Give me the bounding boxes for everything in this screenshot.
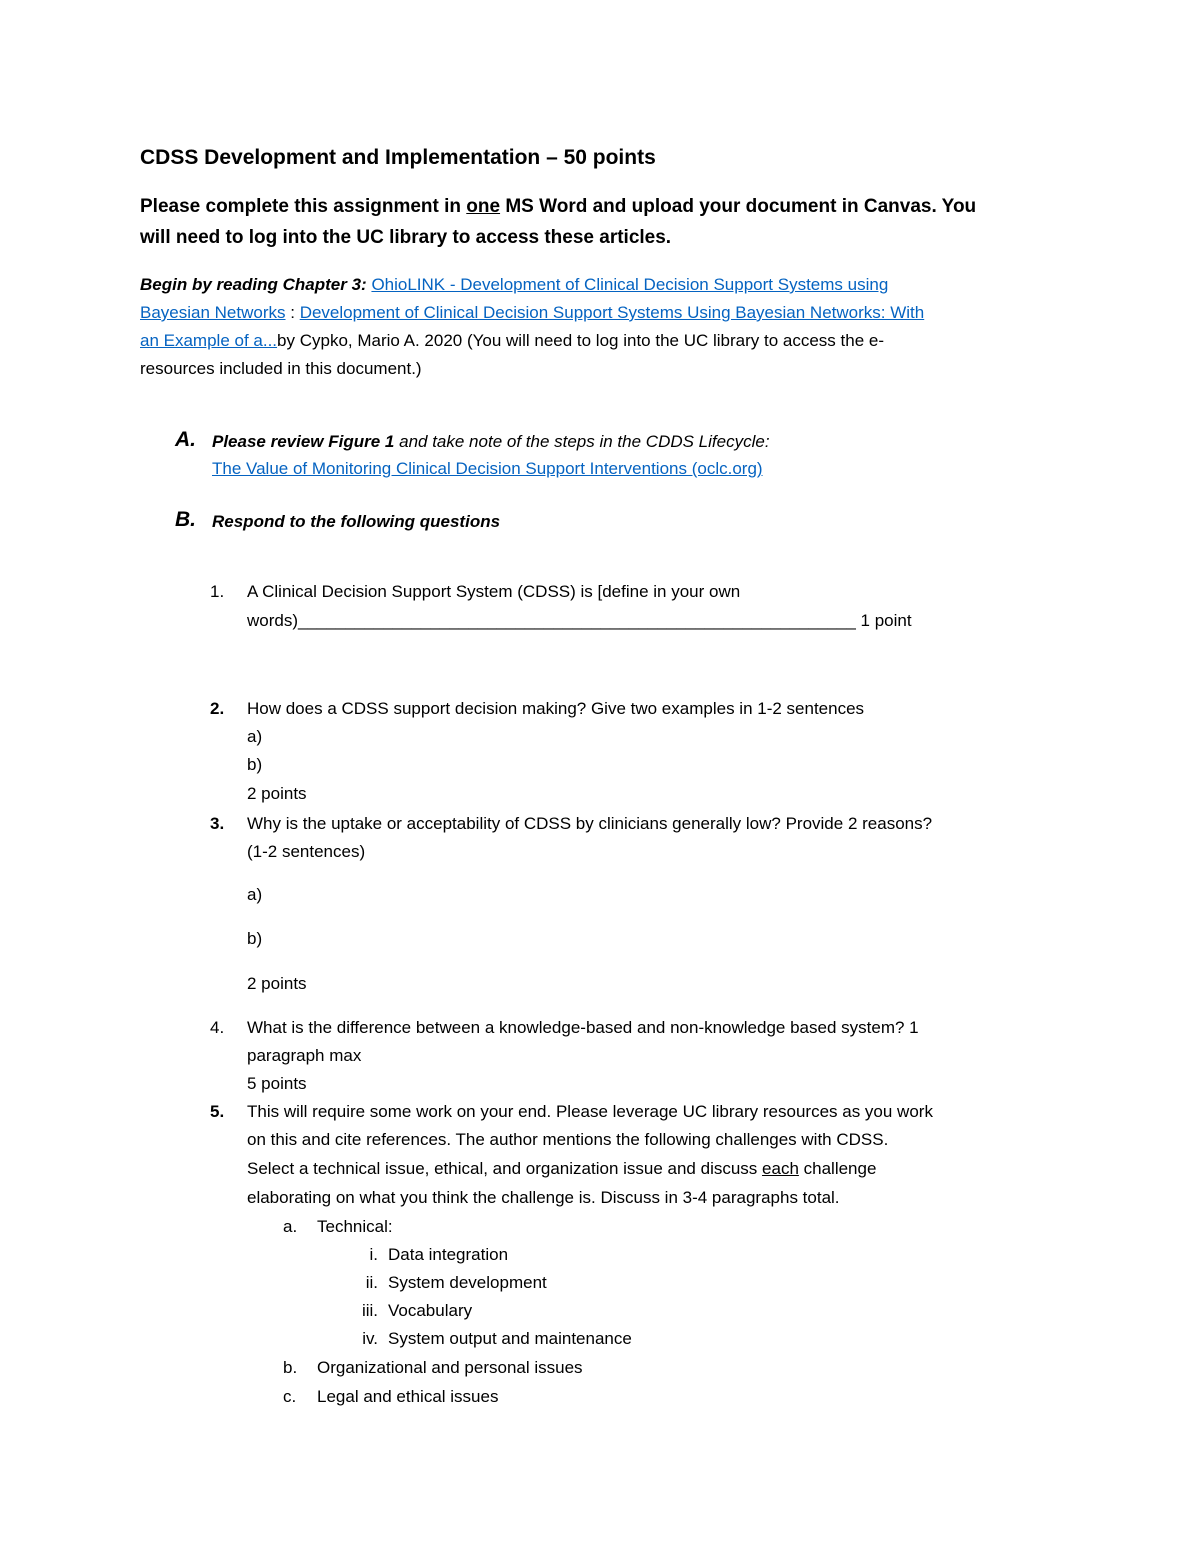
reading-line-1 [140,275,888,295]
book-link[interactable]: Development of Clinical Decision Support Systems Using Bayesian Networks: With [299,303,925,322]
q5-subitem-system-development: System development [388,1273,547,1292]
byline: by Cypko, Mario A. 2020 (You will need to log into the UC library to access the e- [277,331,884,350]
q5-text: challenge [798,1159,877,1178]
question-1-number: 1. [210,582,225,601]
q5-item-marker: c. [283,1387,297,1406]
q5-item-legal-ethical: Legal and ethical issues [317,1387,499,1406]
question-5-number: 5. [210,1102,225,1121]
reading-line-3 [140,331,884,351]
q5-subitem-marker: iv. [362,1329,378,1348]
question-1-answer-line: words)___________________________________________________________ 1 point [247,611,912,630]
q5-item-marker: a. [283,1217,298,1236]
question-4-line: paragraph max [247,1046,362,1065]
section-a-link-line [212,459,763,479]
reading-line-2 [140,303,924,323]
question-2-number: 2. [210,699,225,718]
question-3-number: 3. [210,814,225,833]
intro-text: Please complete this assignment in [140,196,467,217]
question-2-points: 2 points [247,784,307,803]
question-2-b: b) [247,755,263,774]
section-a-letter: A. [175,428,196,451]
q5-subitem-system-output: System output and maintenance [388,1329,632,1348]
question-3-a: a) [247,885,263,904]
q5-subitem-data-integration: Data integration [388,1245,509,1264]
question-3-points: 2 points [247,974,307,993]
question-2-line: How does a CDSS support decision making? Give two examples in 1-2 sentences [247,699,865,718]
section-a-rest: and take note of the steps in the CDDS Lifecycle: [394,432,770,451]
question-4-number: 4. [210,1018,225,1037]
q5-item-marker: b. [283,1358,298,1377]
question-2-a: a) [247,727,263,746]
intro-line-1 [140,196,976,218]
section-b-text [212,512,500,532]
q5-text: Select a technical issue, ethical, and organization issue and discuss [247,1159,763,1178]
separator: : [285,303,300,322]
q5-item-organizational: Organizational and personal issues [317,1358,583,1377]
intro-line-2: will need to log into the UC library to access these articles. [140,227,672,248]
ohiolink-link[interactable]: OhioLINK - Development of Clinical Decision Support Systems using [371,275,889,294]
section-a-text [212,432,770,452]
document-title: CDSS Development and Implementation – 50 points [140,146,656,169]
q5-subitem-marker: iii. [361,1301,378,1320]
question-5-line: elaborating on what you think the challenge is. Discuss in 3-4 paragraphs total. [247,1188,840,1207]
intro-text: MS Word and upload your document in Canvas. You [500,196,977,217]
question-1-line: A Clinical Decision Support System (CDSS) is [define in your own [247,582,741,601]
section-a-bold: Please review Figure 1 [212,432,395,451]
section-b-bold: Respond to the following questions [212,512,501,531]
question-3-line: (1-2 sentences) [247,842,366,861]
reading-lead: Begin by reading Chapter 3: [140,275,372,294]
q5-subitem-marker: ii. [365,1273,378,1292]
question-3-line: Why is the uptake or acceptability of CDSS by clinicians generally low? Provide 2 reasons? [247,814,933,833]
monitoring-cds-link[interactable]: The Value of Monitoring Clinical Decision Support Interventions (oclc.org) [212,459,763,478]
question-3-b: b) [247,929,263,948]
section-b-letter: B. [175,508,196,531]
question-4-line: What is the difference between a knowledge-based and non-knowledge based system? 1 [247,1018,919,1037]
q5-item-technical: Technical: [317,1217,393,1236]
intro-emphasis: one [466,196,501,217]
question-4-points: 5 points [247,1074,307,1093]
book-link-cont[interactable]: an Example of a... [140,331,278,350]
reading-line-4: resources included in this document.) [140,359,422,378]
question-5-line [247,1159,876,1179]
ohiolink-link-cont[interactable]: Bayesian Networks [140,303,286,322]
q5-subitem-marker: i. [369,1245,378,1264]
question-5-line: on this and cite references. The author mentions the following challenges with CDSS. [247,1130,889,1149]
question-5-line: This will require some work on your end. Please leverage UC library resources as you work [247,1102,933,1121]
q5-emphasis: each [762,1159,799,1178]
q5-subitem-vocabulary: Vocabulary [388,1301,473,1320]
